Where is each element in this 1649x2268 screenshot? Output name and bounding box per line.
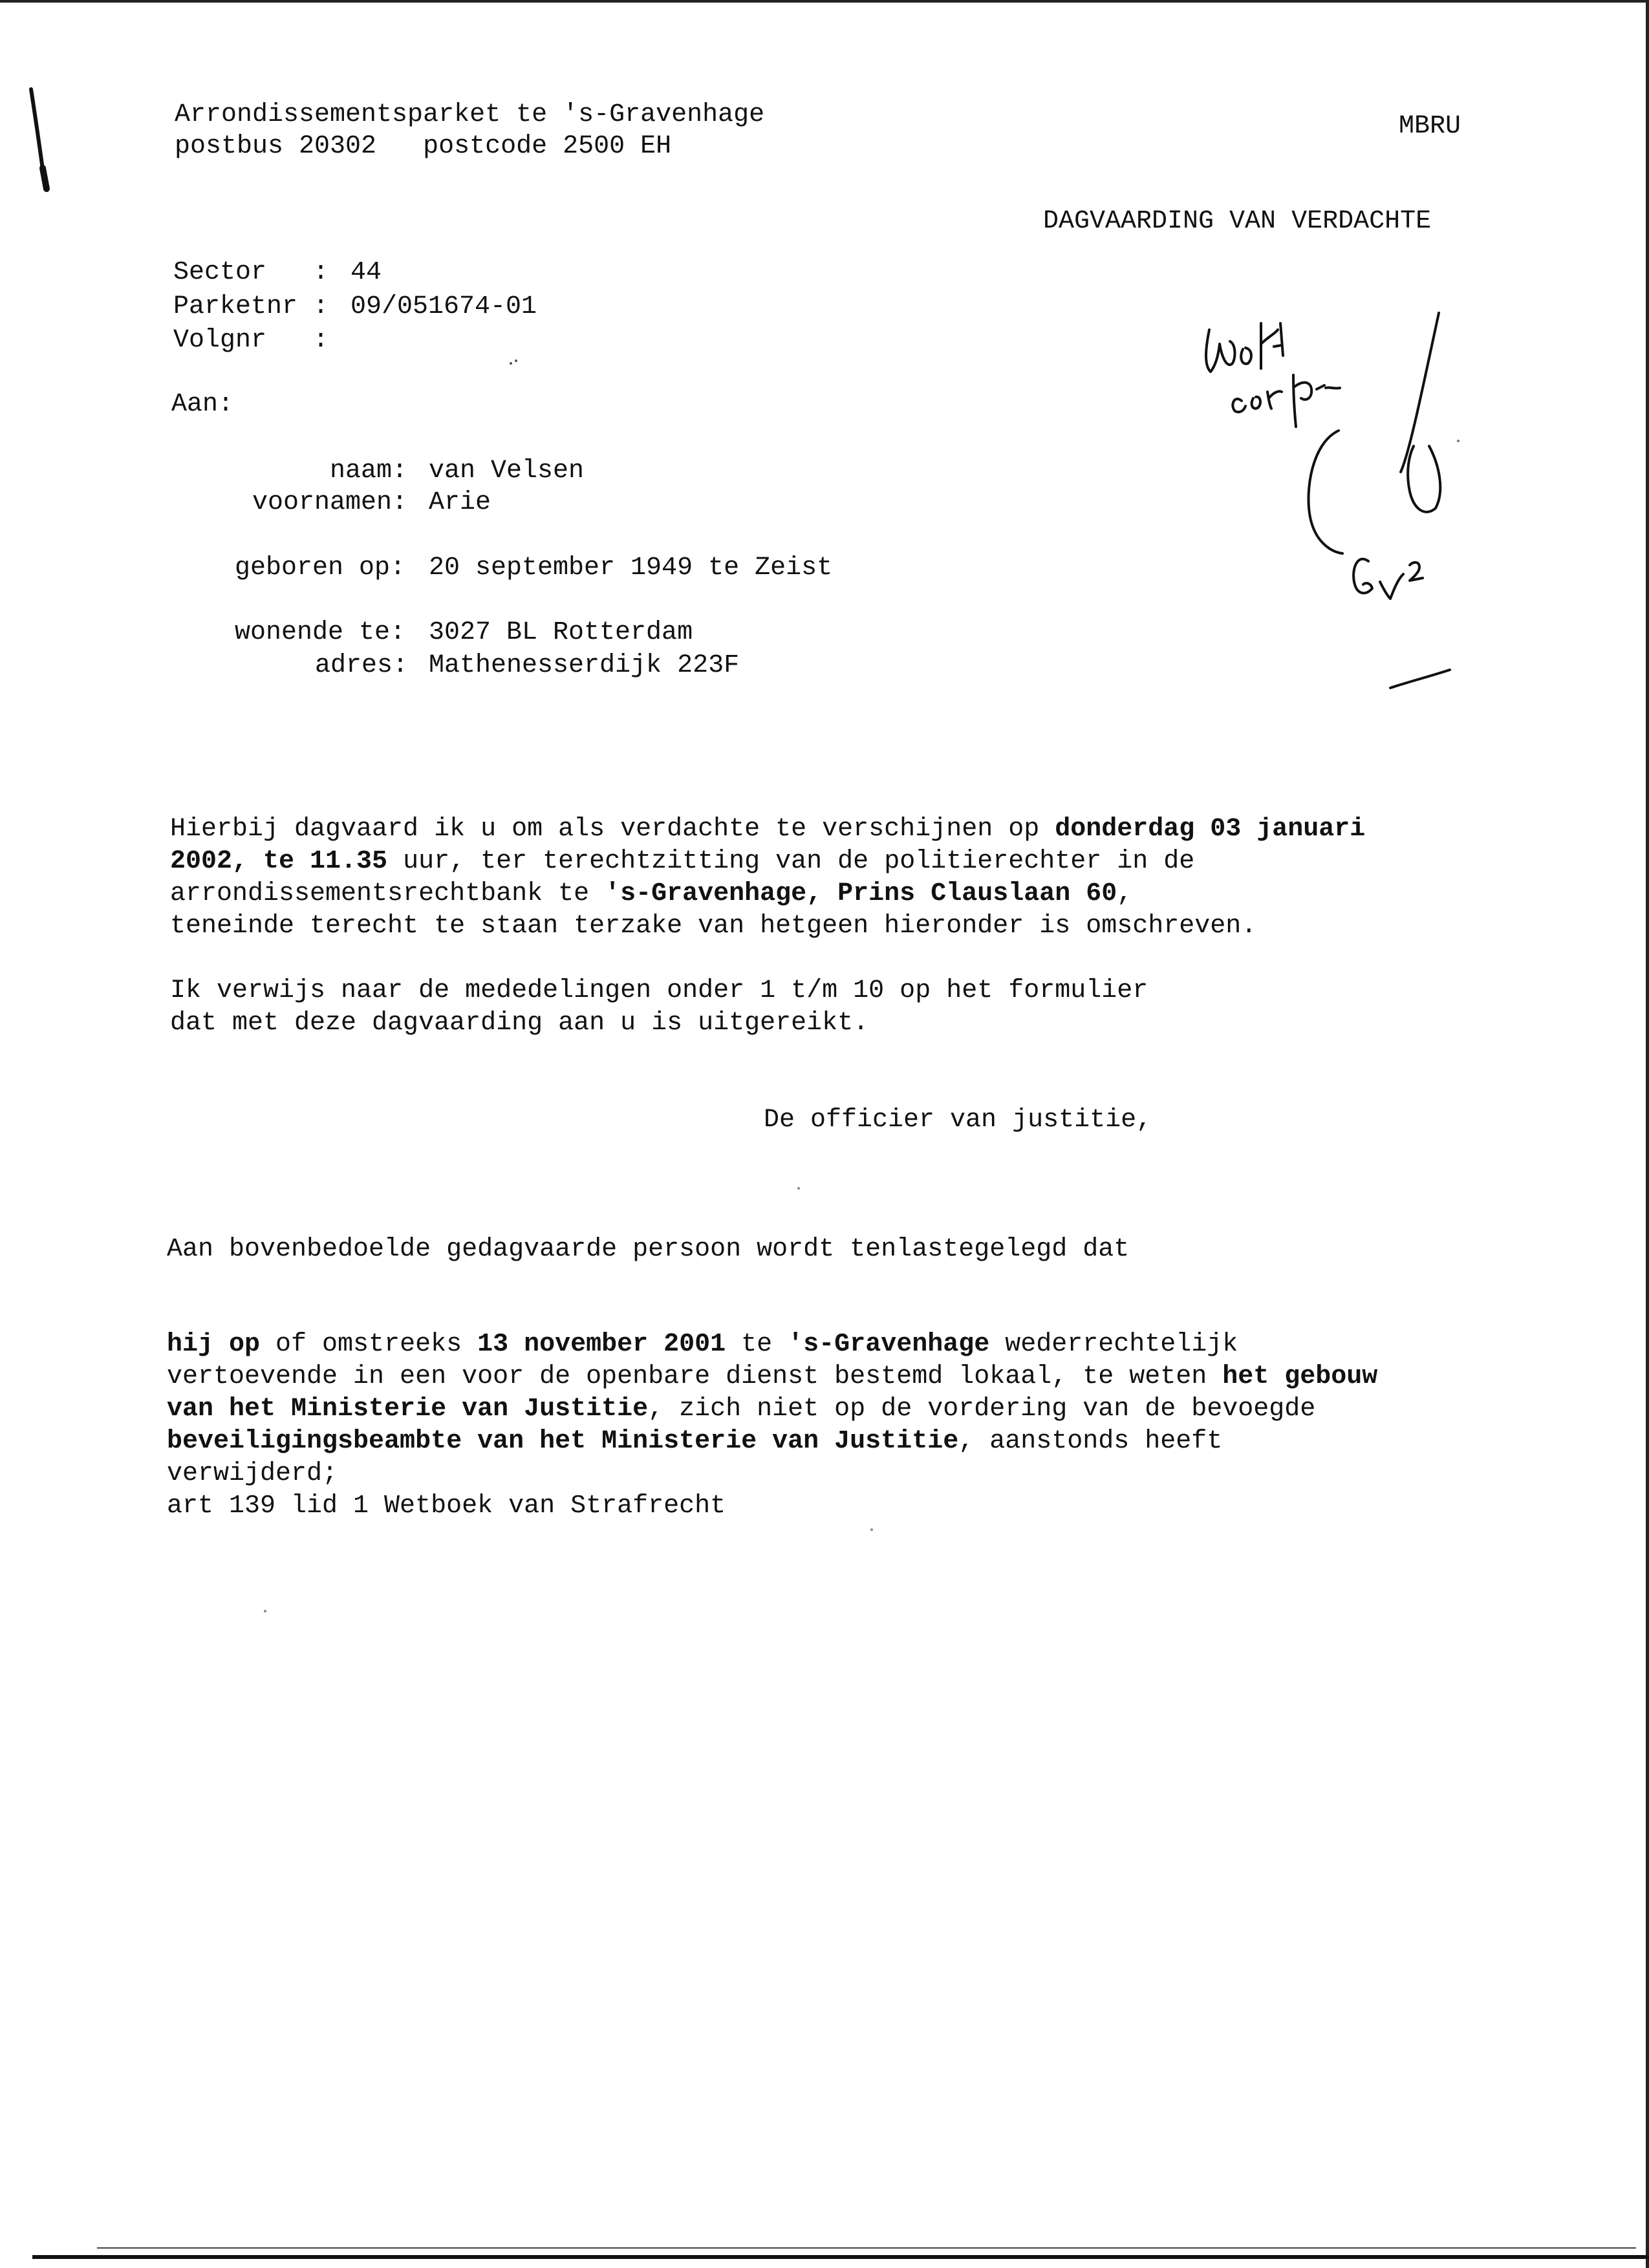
charge-text: vertoevende in een voor de openbare dienst bestemd lokaal, te weten <box>167 1362 1223 1391</box>
summons-text: uur, ter terechtzitting van de politierechter in de <box>387 847 1195 876</box>
sector-value: 44 <box>350 258 382 287</box>
adres-value: Mathenesserdijk 223F <box>429 651 740 680</box>
reference-line-1: Ik verwijs naar de mededelingen onder 1 t/m 10 op het formulier <box>170 976 1148 1005</box>
summons-line-1 <box>170 817 1365 842</box>
document-title: DAGVAARDING VAN VERDACHTE <box>1043 207 1432 236</box>
volgnr-label: Volgnr : <box>173 326 329 355</box>
naam-value: van Velsen <box>429 456 585 486</box>
office-line-2: postbus 20302 postcode 2500 EH <box>175 132 672 161</box>
charge-text: wederrechtelijk <box>989 1330 1238 1359</box>
charge-line-4 <box>167 1429 1222 1455</box>
hearing-day: donderdag 03 januari <box>1055 815 1366 844</box>
charge-intro: Aan bovenbedoelde gedagvaarde persoon wordt tenlastegelegd dat <box>167 1235 1130 1264</box>
charge-line-3 <box>167 1396 1315 1422</box>
offense-place: 's-Gravenhage <box>788 1330 990 1359</box>
summons-line-4: teneinde terecht te staan terzake van hetgeen hieronder is omschreven. <box>170 912 1257 941</box>
voornamen-value: Arie <box>429 488 491 517</box>
corner-code: MBRU <box>1399 112 1461 141</box>
voornamen-label: voornamen: <box>252 488 408 517</box>
security-officer: beveiligingsbeambte van het Ministerie van Justitie <box>167 1427 959 1456</box>
reference-line-2: dat met deze dagvaarding aan u is uitgereikt. <box>170 1009 869 1038</box>
wonende-label: wonende te: <box>235 618 406 647</box>
summons-line-2 <box>170 849 1194 875</box>
handwritten-annotation <box>1196 304 1468 718</box>
geboren-value: 20 september 1949 te Zeist <box>429 553 833 583</box>
wonende-value: 3027 BL Rotterdam <box>429 618 693 647</box>
addressee-label: Aan: <box>171 390 234 419</box>
legal-article: art 139 lid 1 Wetboek van Strafrecht <box>167 1492 726 1521</box>
summons-text: Hierbij dagvaard ik u om als verdachte te verschijnen op <box>170 815 1055 844</box>
summons-text: , <box>1117 879 1133 908</box>
charge-text: , aanstonds heeft <box>958 1427 1223 1456</box>
geboren-label: geboren op: <box>235 553 406 583</box>
charge-subject: hij op <box>167 1330 261 1359</box>
charge-text: , zich niet op de vordering van de bevoegde <box>648 1395 1316 1424</box>
charge-line-2 <box>167 1364 1377 1390</box>
sector-label: Sector : <box>173 258 329 287</box>
charge-text: of omstreeks <box>260 1330 478 1359</box>
office-line-1: Arrondissementsparket te 's-Gravenhage <box>175 100 765 129</box>
adres-label: adres: <box>315 651 409 680</box>
summons-line-3 <box>170 881 1132 907</box>
parketnr-label: Parketnr : <box>173 292 329 321</box>
charge-line-1 <box>167 1332 1238 1358</box>
hearing-year-time: 2002, te 11.35 <box>170 847 388 876</box>
naam-label: naam: <box>330 456 408 486</box>
ministry: van het Ministerie van Justitie <box>167 1395 649 1424</box>
charge-line-5: verwijderd; <box>167 1459 338 1488</box>
summons-text: arrondissementsrechtbank te <box>170 879 605 908</box>
offense-date: 13 november 2001 <box>477 1330 726 1359</box>
charge-text: te <box>726 1330 788 1359</box>
parketnr-value: 09/051674-01 <box>350 292 537 321</box>
court-location: 's-Gravenhage, Prins Clauslaan 60 <box>605 879 1117 908</box>
signature-line: De officier van justitie, <box>764 1106 1152 1135</box>
building: het gebouw <box>1222 1362 1378 1391</box>
